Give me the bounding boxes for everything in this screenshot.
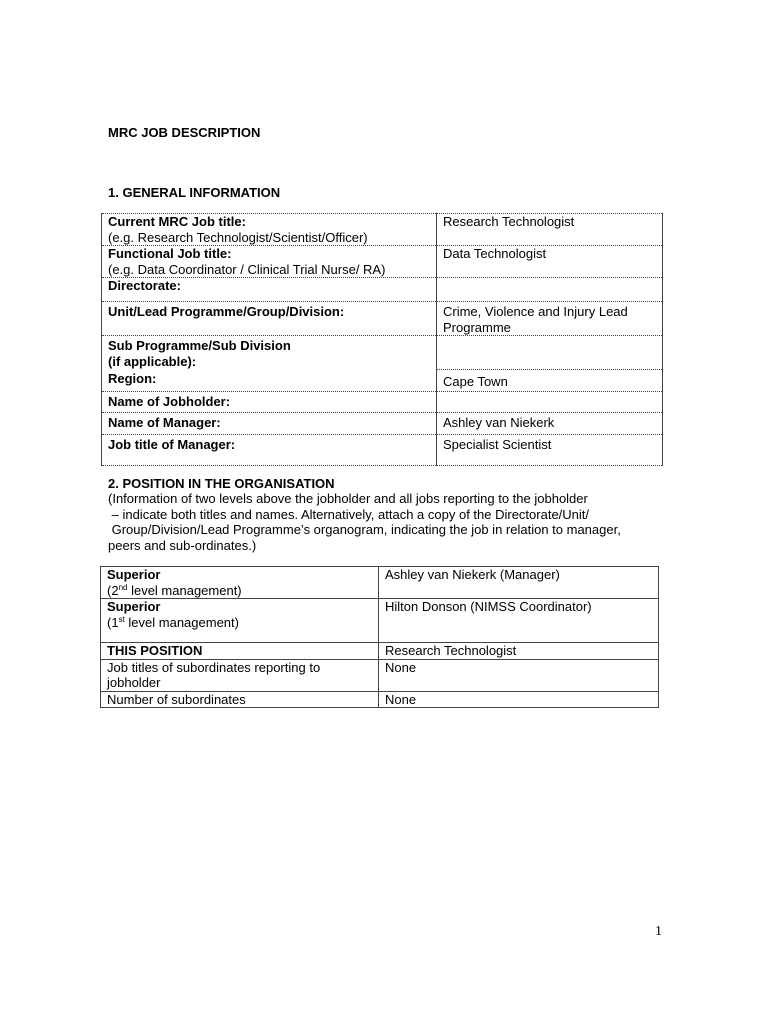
number-of-subordinates-label: Number of subordinates xyxy=(101,691,379,708)
table-row xyxy=(101,691,659,708)
superior-1st-level xyxy=(107,615,372,631)
this-position-value: Research Technologist xyxy=(379,643,659,660)
section-general-information-heading: 1. GENERAL INFORMATION xyxy=(108,185,281,200)
current-job-title-value: Research Technologist xyxy=(437,214,663,246)
jobholder-name-value xyxy=(437,391,663,412)
unit-programme-value-line2: Programme xyxy=(443,319,511,335)
table-row xyxy=(102,302,663,336)
superior-2nd-label xyxy=(101,567,379,599)
page-number: 1 xyxy=(655,924,662,939)
level-suffix: level management) xyxy=(127,582,242,598)
row-label xyxy=(102,246,437,278)
subordinates-titles-value: None xyxy=(379,659,659,691)
intro-line: (Information of two levels above the jobholder and all jobs reporting to the jobholder xyxy=(108,491,588,506)
intro-line: – indicate both titles and names. Alternatively, attach a copy of the Directorate/Unit/ xyxy=(108,506,590,522)
functional-job-title-example: (e.g. Data Coordinator / Clinical Trial Nurse/ RA) xyxy=(108,261,386,277)
table-row xyxy=(102,336,663,370)
table-row xyxy=(102,434,663,465)
subordinates-titles-label-line2: jobholder xyxy=(107,675,161,690)
page-title: MRC JOB DESCRIPTION xyxy=(108,125,261,140)
table-row xyxy=(102,278,663,302)
level-ordinal: nd xyxy=(118,582,128,592)
sub-programme-value xyxy=(437,336,663,370)
directorate-label: Directorate: xyxy=(102,278,437,302)
section-position-intro xyxy=(108,491,668,553)
manager-name-value: Ashley van Niekerk xyxy=(437,412,663,434)
this-position-label: THIS POSITION xyxy=(101,643,379,660)
intro-line: Group/Division/Lead Programme’s organogram, indicating the job in relation to manager, xyxy=(108,522,621,537)
table-row xyxy=(101,659,659,691)
table-row xyxy=(101,643,659,660)
superior-2nd-value: Ashley van Niekerk (Manager) xyxy=(379,567,659,599)
current-job-title-example: (e.g. Research Technologist/Scientist/Officer) xyxy=(108,229,368,245)
superior-1st-title: Superior xyxy=(107,599,161,614)
manager-job-title-label: Job title of Manager: xyxy=(102,434,437,465)
current-job-title-label: Current MRC Job title: xyxy=(108,214,246,229)
region-label: Region: xyxy=(102,369,437,391)
table-row xyxy=(102,412,663,434)
table-row xyxy=(102,391,663,412)
superior-2nd-level xyxy=(107,583,372,599)
level-prefix: (2 xyxy=(107,582,119,598)
section-position-heading: 2. POSITION IN THE ORGANISATION xyxy=(108,476,335,491)
level-suffix: level management) xyxy=(124,614,239,630)
general-information-table xyxy=(101,213,663,466)
superior-1st-label xyxy=(101,599,379,643)
sub-programme-label xyxy=(102,336,437,370)
superior-1st-value: Hilton Donson (NIMSS Coordinator) xyxy=(379,599,659,643)
intro-line: peers and sub-ordinates.) xyxy=(108,537,257,553)
unit-programme-value xyxy=(437,302,663,336)
number-of-subordinates-value: None xyxy=(379,691,659,708)
manager-name-label: Name of Manager: xyxy=(102,412,437,434)
functional-job-title-label: Functional Job title: xyxy=(108,246,232,261)
region-value: Cape Town xyxy=(437,369,663,391)
level-ordinal: st xyxy=(118,614,125,624)
functional-job-title-value: Data Technologist xyxy=(437,246,663,278)
unit-programme-label: Unit/Lead Programme/Group/Division: xyxy=(102,302,437,336)
position-table xyxy=(100,566,659,708)
subordinates-titles-label-line1: Job titles of subordinates reporting to xyxy=(107,659,321,675)
row-label xyxy=(102,214,437,246)
directorate-value xyxy=(437,278,663,302)
table-row xyxy=(102,369,663,391)
sub-programme-label-line1: Sub Programme/Sub Division xyxy=(108,338,291,353)
superior-2nd-title: Superior xyxy=(107,567,161,582)
unit-programme-value-line1: Crime, Violence and Injury Lead xyxy=(443,304,628,319)
jobholder-name-label: Name of Jobholder: xyxy=(102,391,437,412)
level-prefix: (1 xyxy=(107,614,119,630)
table-row xyxy=(101,599,659,643)
table-row xyxy=(102,214,663,246)
sub-programme-label-line2: (if applicable): xyxy=(108,353,197,369)
table-row xyxy=(102,246,663,278)
manager-job-title-value: Specialist Scientist xyxy=(437,434,663,465)
table-row xyxy=(101,567,659,599)
subordinates-titles-label xyxy=(101,659,379,691)
